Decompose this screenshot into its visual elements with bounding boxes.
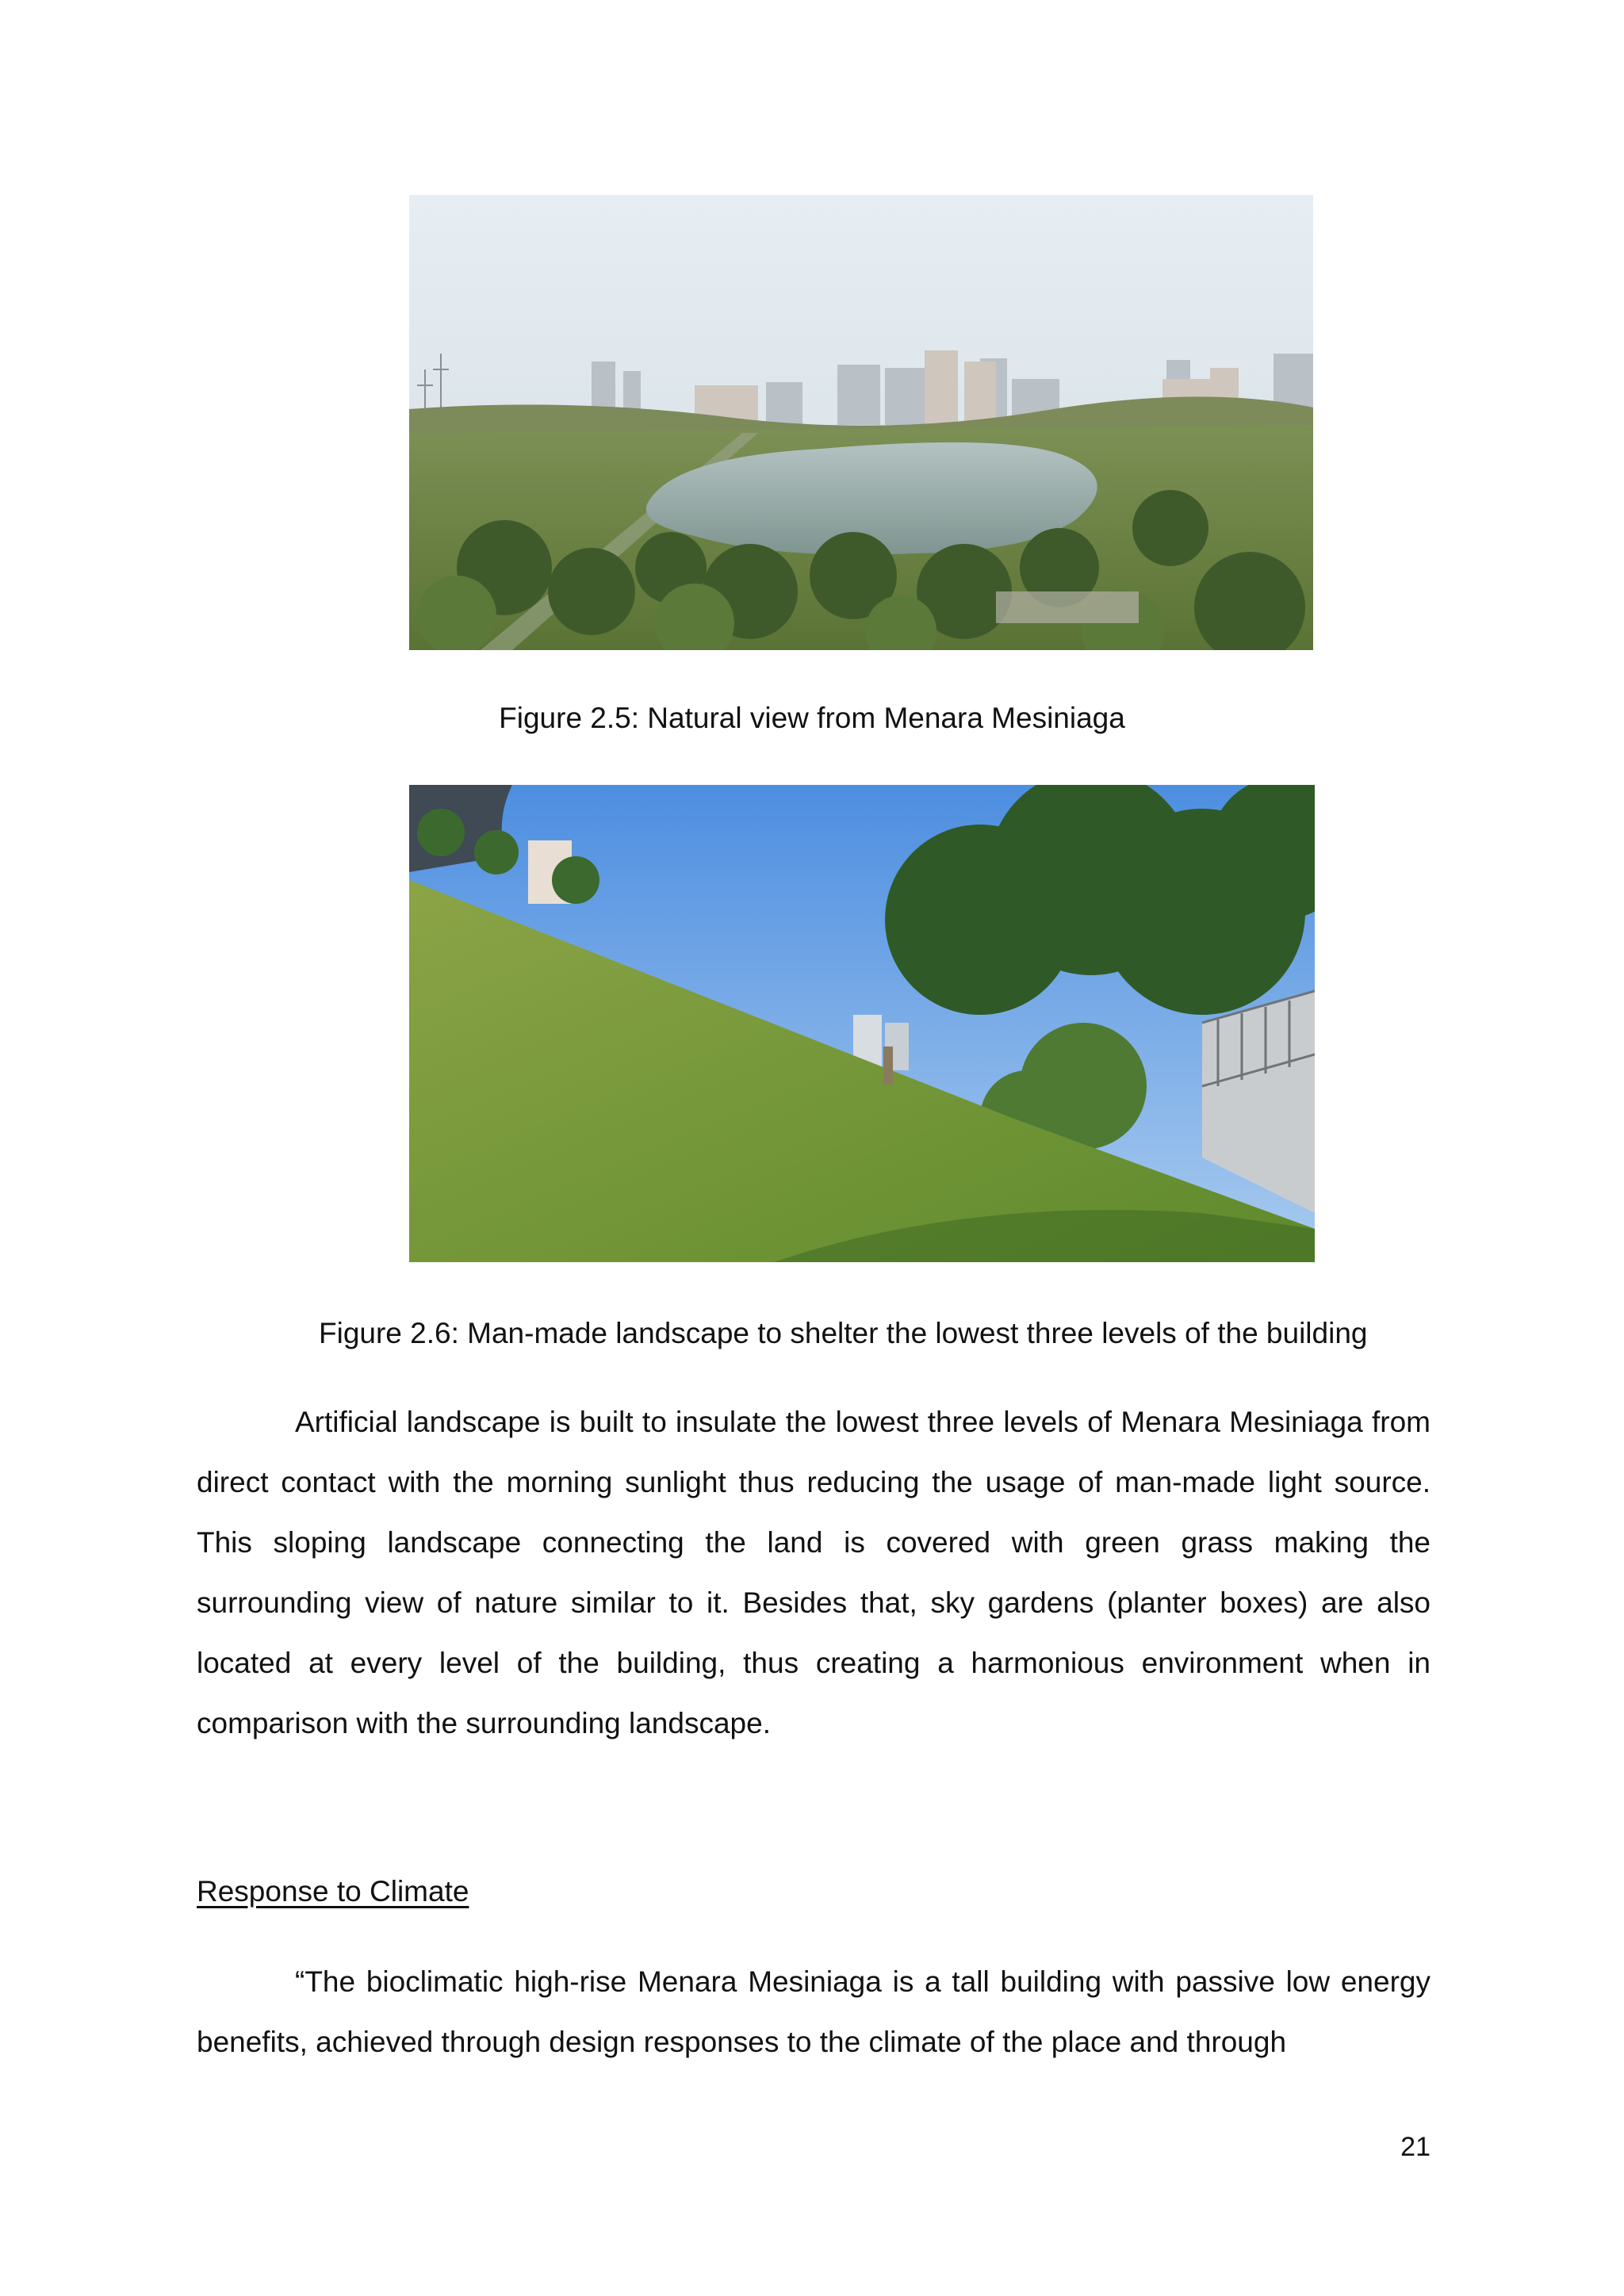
section-heading: Response to Climate (197, 1875, 469, 1908)
page-number: 21 (1400, 2132, 1431, 2162)
figure-caption-2-6: Figure 2.6: Man-made landscape to shelter the lowest three levels of the building (319, 1317, 1368, 1349)
figure-lake-view-image (409, 195, 1313, 650)
figure-caption-2-5: Figure 2.5: Natural view from Menara Mesiniaga (499, 702, 1125, 734)
grass-slope-photo (409, 785, 1315, 1262)
body-paragraph-quote: “The bioclimatic high-rise Menara Mesiniaga is a tall building with passive low energy benefits, achieved through design responses to the climate of the place and through (197, 1965, 1431, 2058)
figure-grass-slope-image (409, 785, 1315, 1262)
lake-cityscape-photo (409, 195, 1313, 650)
body-paragraph: Artificial landscape is built to insulate the lowest three levels of Menara Mesiniaga from direct contact with the morning sunlight thus reducing the usage of man-made light source. This sloping landscape connecting the land is covered with green grass making the surrounding view of nature similar to it. Besides that, sky gardens (planter boxes) are also located at every level of the building, thus creating a harmonious environment when in comparison with the surrounding landscape. (197, 1406, 1431, 1739)
